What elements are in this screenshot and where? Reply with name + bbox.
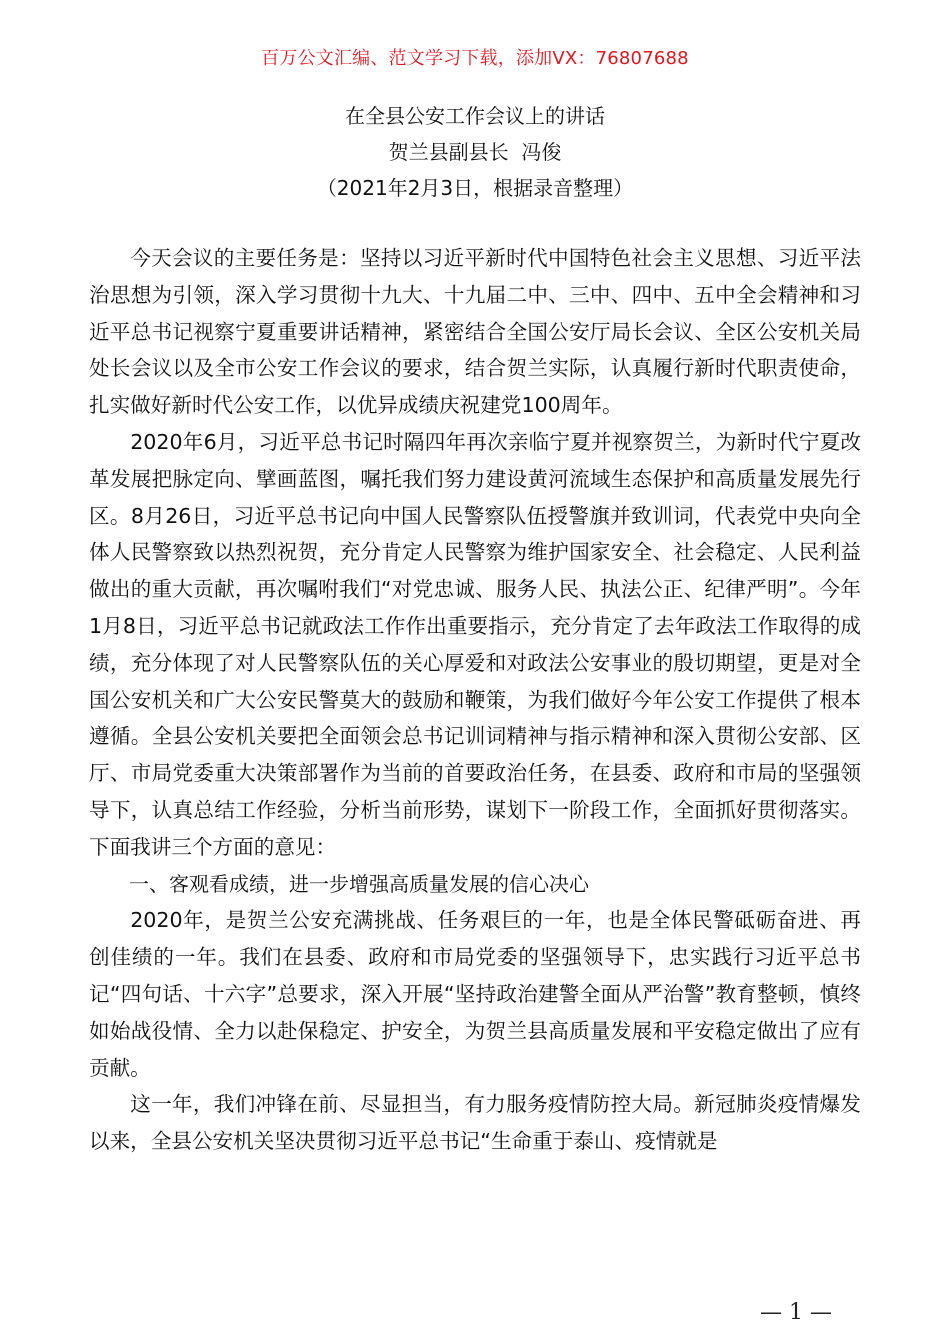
- section-heading-1: 一、客观看成绩，进一步增强高质量发展的信心决心: [129, 871, 589, 896]
- paragraph-1: 今天会议的主要任务是：坚持以习近平新时代中国特色社会主义思想、习近平法治思想为引领，深入学习贯彻十九大、十九届二中、三中、四中、五中全会精神和习近平总书记视察宁夏重要讲话精神，紧密结合全国公安厅局长会议、全区公安机关局处长会议以及全市公安工作会议的要求，结合贺兰实际，认真履行新时代职责使命，扎实做好新时代公安工作，以优异成绩庆祝建党100周年。: [89, 246, 861, 418]
- page-number: — 1 —: [760, 1300, 832, 1325]
- paragraph-2: 2020年6月，习近平总书记时隔四年再次亲临宁夏并视察贺兰，为新时代宁夏改革发展把脉定向、擘画蓝图，嘱托我们努力建设黄河流域生态保护和高质量发展先行区。8月26日，习近平总书记向中国人民警察队伍授警旗并致训词，代表党中央向全体人民警察致以热烈祝贺，充分肯定人民警察为维护国家安全、社会稳定、人民利益做出的重大贡献，再次嘱咐我们“对党忠诚、服务人民、执法公正、纪律严明”。今年1月8日，习近平总书记就政法工作作出重要指示，充分肯定了去年政法工作取得的成绩，充分体现了对人民警察队伍的关心厚爱和对政法公安事业的殷切期望，更是对全国公安机关和广大公安民警莫大的鼓励和鞭策，为我们做好今年公安工作提供了根本遵循。全县公安机关要把全面领会总书记训词精神与指示精神和深入贯彻公安部、区厅、市局党委重大决策部署作为当前的首要政治任务，在县委、政府和市局的坚强领导下，认真总结工作经验，分析当前形势，谋划下一阶段工作，全面抓好贯彻落实。下面我讲三个方面的意见：: [89, 429, 861, 859]
- speaker-line: 贺兰县副县长 冯俊: [388, 140, 562, 164]
- promo-banner: 百万公文汇编、范文学习下载，添加VX：76807688: [261, 48, 689, 69]
- date-note: （2021年2月3日，根据录音整理）: [316, 176, 634, 200]
- speech-body: [89, 240, 861, 1160]
- speech-title: 在全县公安工作会议上的讲话: [345, 104, 605, 128]
- paragraph-3: 2020年，是贺兰公安充满挑战、任务艰巨的一年，也是全体民警砥砺奋进、再创佳绩的一年。我们在县委、政府和市局党委的坚强领导下，忠实践行习近平总书记“四句话、十六字”总要求，深入开展“坚持政治建警全面从严治警”教育整顿，慎终如始战役情、全力以赴保稳定、护安全，为贺兰县高质量发展和平安稳定做出了应有贡献。: [89, 908, 861, 1080]
- title-block: [0, 98, 950, 206]
- paragraph-4: 这一年，我们冲锋在前、尽显担当，有力服务疫情防控大局。新冠肺炎疫情爆发以来，全县公安机关坚决贯彻习近平总书记“生命重于泰山、疫情就是: [89, 1092, 861, 1154]
